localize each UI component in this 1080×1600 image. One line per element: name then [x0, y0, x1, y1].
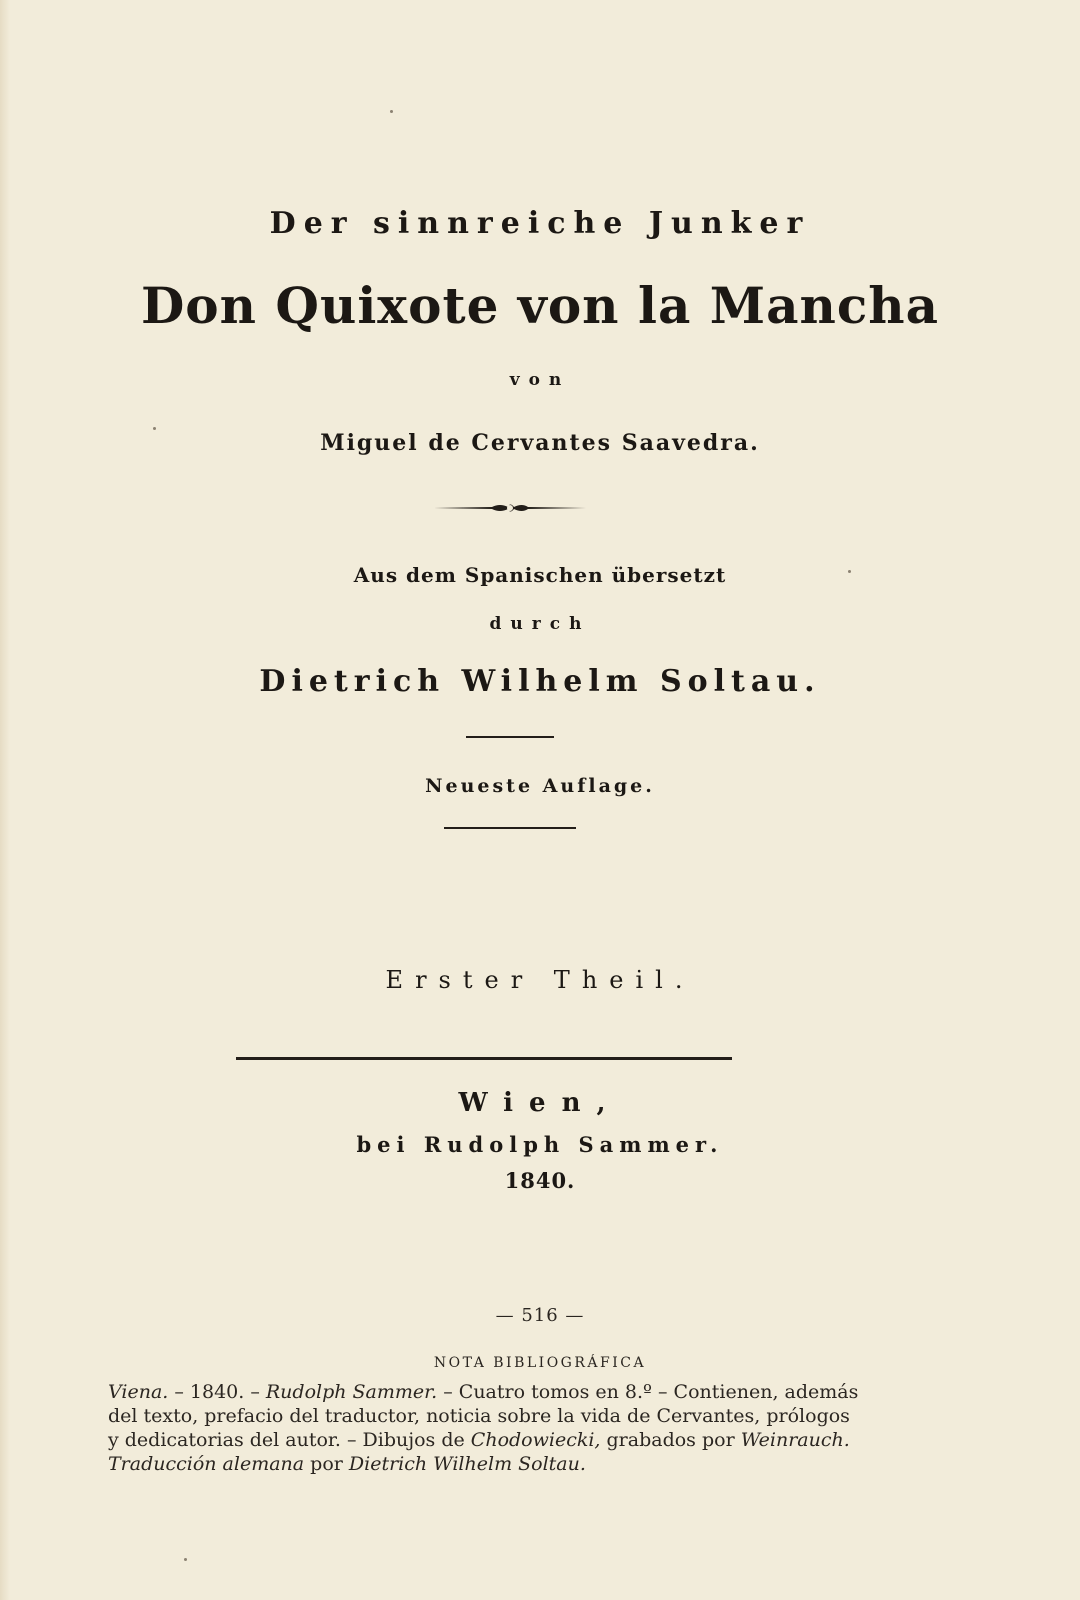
main-title: Don Quixote von la Mancha — [140, 276, 940, 335]
title-line-1: Der sinnreiche Junker — [269, 206, 811, 241]
note-run: – Cuatro tomos en 8.º – Contienen, además — [437, 1381, 859, 1403]
paper-speck — [848, 570, 851, 573]
through-word: durch — [489, 614, 591, 634]
bibliographic-note — [108, 1380, 859, 1476]
note-run: por — [304, 1453, 349, 1475]
note-run: Traducción alemana — [108, 1453, 305, 1475]
paper-speck — [153, 427, 156, 430]
note-run: y dedicatorias del autor. – Dibujos de — [108, 1429, 471, 1451]
by-word: von — [509, 370, 571, 390]
paper-speck — [184, 1558, 187, 1561]
author-name: Miguel de Cervantes Saavedra. — [320, 430, 760, 456]
note-run: Rudolph Sammer. — [265, 1381, 438, 1403]
volume-line: Erster Theil. — [385, 966, 695, 994]
note-run: Viena. — [108, 1381, 169, 1403]
note-run: Weinrauch. — [740, 1429, 850, 1451]
note-line-3 — [108, 1428, 853, 1452]
place-line: Wien, — [458, 1088, 622, 1118]
note-run: Dietrich Wilhelm Soltau. — [348, 1453, 586, 1475]
note-line-1 — [108, 1380, 859, 1404]
note-heading: NOTA BIBLIOGRÁFICA — [433, 1355, 647, 1371]
note-run: Chodowiecki, — [470, 1429, 601, 1451]
note-run: – 1840. – — [168, 1381, 266, 1403]
note-run: del texto, prefacio del traductor, noticia sobre la vida de Cervantes, prólogos — [108, 1405, 850, 1427]
note-line-2 — [108, 1404, 853, 1428]
year-line: 1840. — [504, 1168, 576, 1193]
rule-long — [236, 1057, 732, 1060]
rule-short-2 — [444, 827, 576, 829]
rule-short-1 — [466, 736, 554, 738]
paper-speck — [390, 110, 393, 113]
publisher-line: bei Rudolph Sammer. — [356, 1132, 724, 1157]
note-line-4 — [108, 1452, 853, 1476]
edition-line: Neueste Auflage. — [425, 775, 655, 797]
translation-note: Aus dem Spanischen übersetzt — [353, 563, 727, 587]
translator-name: Dietrich Wilhelm Soltau. — [259, 664, 821, 699]
ornament-divider — [434, 500, 586, 516]
page-number: — 516 — — [495, 1305, 585, 1326]
note-run: grabados por — [600, 1429, 741, 1451]
